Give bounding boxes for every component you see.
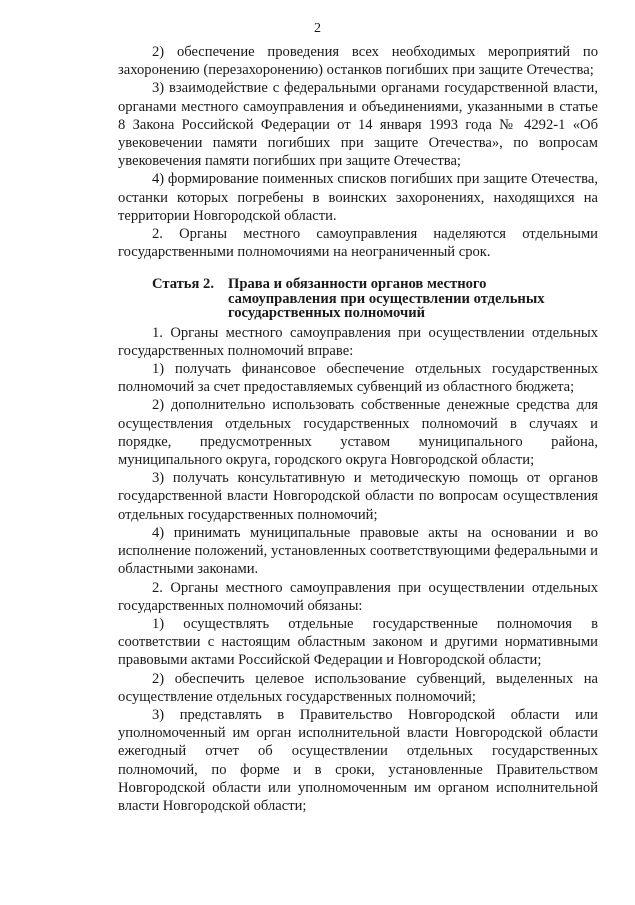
article-heading <box>118 277 598 320</box>
paragraph: 4) принимать муниципальные правовые акты на основании и во исполнение положений, установленных соответствующими федеральными и областными законами. <box>118 524 598 578</box>
article-title: Права и обязанности органов местного самоуправления при осуществлении отдельных государственных полномочий <box>228 276 545 322</box>
paragraph: 2. Органы местного самоуправления при осуществлении отдельных государственных полномочий обязаны: <box>118 579 598 614</box>
paragraph: 2) обеспечить целевое использование субвенций, выделенных на осуществление отдельных государственных полномочий; <box>118 670 598 705</box>
paragraph: 2) дополнительно использовать собственные денежные средства для осуществления отдельных государственных полномочий в случаях и порядке, предусмотренных уставом муниципального района, муниципального округа, городского округа Новгородской области; <box>118 397 598 469</box>
document-body <box>118 43 598 815</box>
paragraph: 2. Органы местного самоуправления наделяются отдельными государственными полномочиями на неограниченный срок. <box>118 226 598 261</box>
paragraph: 1) осуществлять отдельные государственные полномочия в соответствии с настоящим областным законом и другими нормативными правовыми актами Российской Федерации и Новгородской области; <box>118 615 598 669</box>
paragraph: 1) получать финансовое обеспечение отдельных государственных полномочий за счет предоставляемых субвенций из областного бюджета; <box>118 361 598 396</box>
page-number: 2 <box>314 21 321 36</box>
paragraph: 3) взаимодействие с федеральными органами государственной власти, органами местного самоуправления и объединениями, указанными в статье 8 Закона Российской Федерации от 14 января 1993 года № 4292-1 «Об увековечении памяти погибших при защите Отечества», по вопросам увековечения памяти погибших при защите Отечества; <box>118 80 598 170</box>
paragraph: 1. Органы местного самоуправления при осуществлении отдельных государственных полномочий вправе: <box>118 324 598 359</box>
article-label: Статья 2. <box>152 276 214 293</box>
paragraph: 4) формирование поименных списков погибших при защите Отечества, останки которых погребены в воинских захоронениях, находящихся на территории Новгородской области. <box>118 171 598 224</box>
paragraph: 2) обеспечение проведения всех необходимых мероприятий по захоронению (перезахоронению) останков погибших при защите Отечества; <box>118 44 598 79</box>
paragraph: 3) представлять в Правительство Новгородской области или уполномоченный им орган исполнительной власти Новгородской области ежегодный отчет об осуществлении отдельных государственных полномочий, по форме и в сроки, установленные Правительством Новгородской области или уполномоченным им органом исполнительной власти Новгородской области; <box>118 706 598 814</box>
paragraph: 3) получать консультативную и методическую помощь от органов государственной власти Новгородской области по вопросам осуществления отдельных государственных полномочий; <box>118 470 598 523</box>
